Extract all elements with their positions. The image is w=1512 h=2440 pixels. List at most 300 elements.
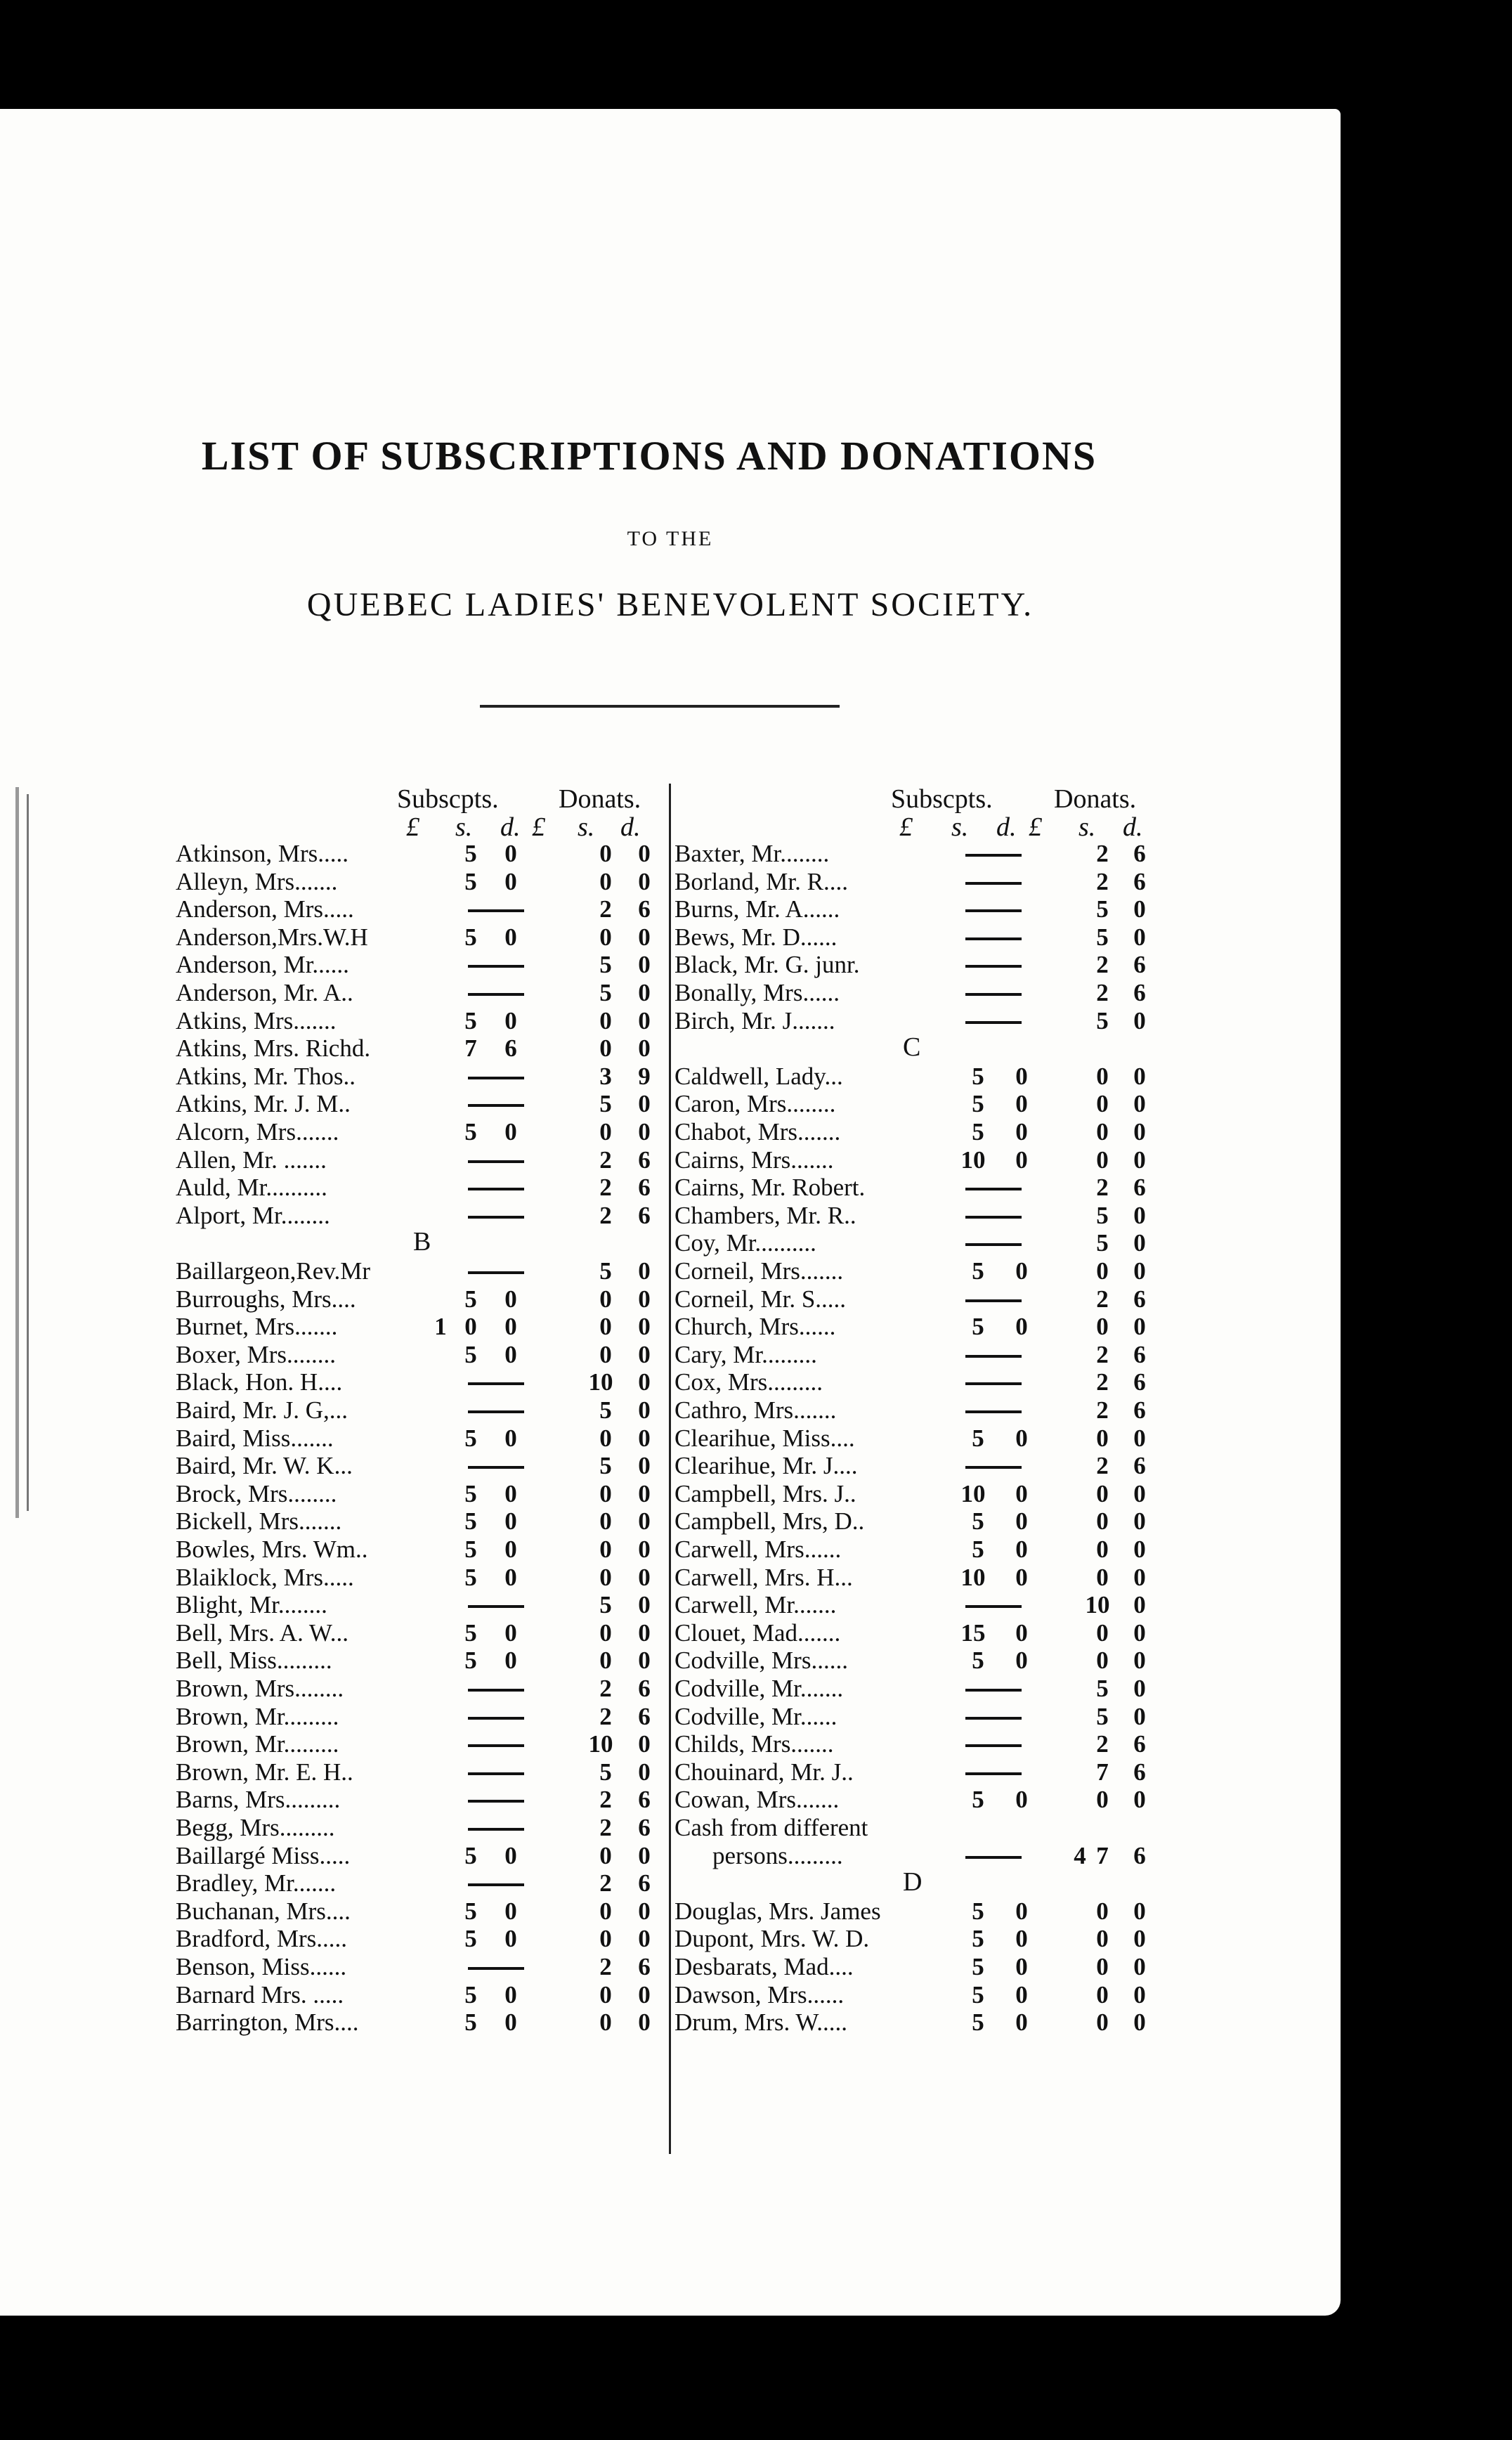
subscriber-name: Bickell, Mrs....... xyxy=(176,1507,342,1536)
subscriber-name: Bowles, Mrs. Wm.. xyxy=(176,1536,368,1563)
list-row xyxy=(674,1897,1166,1926)
donation-shillings: 2 xyxy=(599,1675,612,1702)
document-page xyxy=(0,109,1341,2316)
list-row xyxy=(674,1202,1166,1230)
list-row xyxy=(176,979,667,1007)
subscriber-name: Buchanan, Mrs.... xyxy=(176,1897,351,1925)
donation-pence: 0 xyxy=(638,1841,651,1869)
list-row xyxy=(176,840,667,868)
list-row xyxy=(176,1396,667,1425)
subscriber-name: Barnard Mrs. ..... xyxy=(176,1980,344,2009)
donation-pence: 6 xyxy=(1133,1730,1146,1758)
nil-dash xyxy=(965,937,1022,940)
list-row xyxy=(176,1118,667,1146)
subscription-pence: 0 xyxy=(504,1479,517,1507)
donation-pence: 6 xyxy=(638,1869,651,1897)
donation-pence: 6 xyxy=(1133,840,1146,867)
list-row xyxy=(176,1007,667,1035)
donation-shillings: 0 xyxy=(1096,1925,1109,1953)
subscriber-name: Codville, Mr....... xyxy=(674,1675,844,1702)
subscription-shillings: 5 xyxy=(464,923,477,951)
subscriber-name: Corneil, Mrs....... xyxy=(674,1257,844,1285)
donation-pence: 0 xyxy=(1133,1507,1146,1536)
subscription-pence: 0 xyxy=(504,1563,517,1591)
donation-shillings: 0 xyxy=(1096,1257,1109,1285)
list-row xyxy=(674,1425,1166,1453)
donation-pence: 0 xyxy=(638,1313,651,1341)
nil-dash xyxy=(965,1689,1022,1692)
subscription-pence: 0 xyxy=(1015,1925,1028,1953)
donation-pence: 0 xyxy=(638,979,651,1006)
donation-shillings: 0 xyxy=(1096,1897,1109,1925)
subscription-pence: 0 xyxy=(504,1285,517,1313)
donation-pence: 0 xyxy=(638,1285,651,1313)
donation-shillings: 2 xyxy=(1096,951,1109,979)
list-row xyxy=(674,1619,1166,1647)
subscription-pence: 0 xyxy=(504,840,517,867)
donation-shillings: 5 xyxy=(599,1758,612,1786)
list-row xyxy=(674,1341,1166,1369)
nil-dash xyxy=(965,1216,1022,1219)
list-row xyxy=(176,1480,667,1508)
donation-shillings: 5 xyxy=(1096,1229,1109,1257)
subscriber-name: Campbell, Mrs, D.. xyxy=(674,1507,865,1536)
donation-pence: 0 xyxy=(1133,1006,1146,1034)
donation-pence: 0 xyxy=(638,951,651,979)
subscription-shillings: 5 xyxy=(464,2009,477,2037)
donation-pence: 0 xyxy=(1133,1647,1146,1675)
subscription-pence: 0 xyxy=(504,1647,517,1675)
list-row xyxy=(176,1368,667,1396)
subscription-shillings: 5 xyxy=(464,840,477,867)
nil-dash xyxy=(468,1382,524,1385)
donation-shillings: 0 xyxy=(1096,1980,1109,2009)
subscription-shillings: 10 xyxy=(960,1146,986,1174)
nil-dash xyxy=(965,1188,1022,1190)
donation-pence: 0 xyxy=(638,1257,651,1285)
nil-dash xyxy=(965,1299,1022,1302)
donation-shillings: 5 xyxy=(599,1452,612,1480)
nil-dash xyxy=(468,993,524,996)
subscription-shillings: 5 xyxy=(464,1340,477,1368)
donation-shillings: 0 xyxy=(1096,1424,1109,1452)
donation-shillings: 10 xyxy=(588,1730,613,1758)
list-row xyxy=(674,1229,1166,1257)
nil-dash xyxy=(965,1243,1022,1246)
donation-pence: 6 xyxy=(638,1174,651,1202)
donation-pence: 0 xyxy=(638,1536,651,1563)
donation-shillings: 0 xyxy=(1096,1313,1109,1341)
donation-shillings: 0 xyxy=(599,1563,612,1591)
donation-shillings: 5 xyxy=(599,1257,612,1285)
subscriber-name: Baillargé Miss..... xyxy=(176,1841,351,1869)
donation-pence: 0 xyxy=(1133,1536,1146,1563)
nil-dash xyxy=(965,1382,1022,1385)
subscription-shillings: 5 xyxy=(972,1118,984,1146)
subscription-shillings: 5 xyxy=(464,1424,477,1452)
nil-dash xyxy=(468,1466,524,1469)
section-letter: B xyxy=(413,1227,431,1257)
list-row xyxy=(674,1981,1166,2009)
subscription-shillings: 5 xyxy=(464,1647,477,1675)
nil-dash xyxy=(468,1717,524,1720)
donation-shillings: 5 xyxy=(1096,1675,1109,1702)
subscription-pence: 6 xyxy=(504,1034,517,1063)
donation-pence: 0 xyxy=(1133,1786,1146,1814)
subscriber-name: Church, Mrs...... xyxy=(674,1313,836,1341)
list-row xyxy=(674,1063,1166,1091)
donation-shillings: 0 xyxy=(599,1340,612,1368)
subscription-pence: 0 xyxy=(504,867,517,895)
nil-dash xyxy=(468,909,524,912)
donation-shillings: 2 xyxy=(599,1146,612,1174)
donation-pence: 0 xyxy=(1133,1313,1146,1341)
donation-pence: 6 xyxy=(1133,1340,1146,1368)
subscription-shillings: 15 xyxy=(960,1618,986,1647)
list-row xyxy=(176,1564,667,1592)
subscriber-name: Atkins, Mr. J. M.. xyxy=(176,1090,351,1118)
subscription-pence: 0 xyxy=(504,1313,517,1341)
subscriber-name: Begg, Mrs......... xyxy=(176,1814,335,1841)
left-sub-pound: £ xyxy=(406,812,419,842)
list-row xyxy=(176,895,667,923)
donation-pence: 0 xyxy=(638,1368,651,1396)
list-row xyxy=(674,1507,1166,1536)
subscriber-name: Cox, Mrs......... xyxy=(674,1368,823,1396)
subscription-pence: 0 xyxy=(1015,1118,1028,1146)
list-row xyxy=(674,1564,1166,1592)
subscriber-name: Drum, Mrs. W..... xyxy=(674,2009,847,2037)
donation-shillings: 0 xyxy=(599,1285,612,1313)
donation-pence: 6 xyxy=(1133,1758,1146,1786)
subscription-pence: 0 xyxy=(1015,1897,1028,1925)
right-sub-pound: £ xyxy=(899,812,913,842)
donation-pence: 0 xyxy=(1133,1257,1146,1285)
nil-dash xyxy=(965,1744,1022,1747)
list-row xyxy=(674,895,1166,923)
subscriber-name: Clearihue, Mr. J.... xyxy=(674,1452,858,1480)
subscription-pence: 0 xyxy=(1015,2009,1028,2037)
left-don-shilling: s. xyxy=(578,812,595,842)
subscriber-name: persons......... xyxy=(712,1841,843,1869)
subscription-shillings: 5 xyxy=(972,1090,984,1118)
subscription-shillings: 5 xyxy=(972,2009,984,2037)
subscription-shillings: 5 xyxy=(464,1618,477,1647)
left-subscripts-header: Subscpts. xyxy=(397,784,499,814)
subscriber-name: Auld, Mr.......... xyxy=(176,1174,327,1202)
left-don-pence: d. xyxy=(620,812,641,842)
list-row xyxy=(674,868,1166,896)
subscriber-name: Carwell, Mr....... xyxy=(674,1591,837,1619)
subscriber-name: Brown, Mr......... xyxy=(176,1730,339,1758)
subscriber-name: Desbarats, Mad.... xyxy=(674,1953,854,1980)
list-row xyxy=(176,2009,667,2037)
donation-shillings: 2 xyxy=(599,1201,612,1229)
subscriber-name: Alleyn, Mrs....... xyxy=(176,867,338,895)
subscription-pence: 0 xyxy=(1015,1146,1028,1174)
subscriber-name: Bell, Mrs. A. W... xyxy=(176,1618,349,1647)
list-row xyxy=(674,1118,1166,1146)
donation-pence: 0 xyxy=(1133,1090,1146,1118)
subscriber-name: Brown, Mrs........ xyxy=(176,1675,344,1702)
subscriber-name: Anderson, Mrs..... xyxy=(176,895,354,923)
subscription-pence: 0 xyxy=(504,923,517,951)
nil-dash xyxy=(965,965,1022,968)
nil-dash xyxy=(468,1744,524,1747)
list-row xyxy=(674,1758,1166,1786)
subscriber-name: Chouinard, Mr. J.. xyxy=(674,1758,854,1786)
donation-shillings: 0 xyxy=(1096,1953,1109,1980)
subscription-pence: 0 xyxy=(504,1507,517,1536)
subscriber-name: Black, Hon. H.... xyxy=(176,1368,343,1396)
list-row xyxy=(176,1869,667,1897)
donation-shillings: 3 xyxy=(599,1062,612,1090)
list-row xyxy=(674,979,1166,1007)
donation-shillings: 2 xyxy=(1096,1730,1109,1758)
list-row xyxy=(176,1146,667,1174)
subscriber-name: Black, Mr. G. junr. xyxy=(674,951,860,979)
nil-dash xyxy=(468,1800,524,1803)
donation-shillings: 2 xyxy=(1096,867,1109,895)
donation-shillings: 0 xyxy=(1096,2009,1109,2037)
list-row xyxy=(176,1174,667,1202)
subscription-pence: 0 xyxy=(504,1424,517,1452)
donation-shillings: 5 xyxy=(1096,1702,1109,1730)
subscription-shillings: 5 xyxy=(464,1285,477,1313)
donation-shillings: 5 xyxy=(599,1396,612,1424)
list-row xyxy=(674,2009,1166,2037)
subscriber-name: Bonally, Mrs...... xyxy=(674,979,840,1006)
subscriber-name: Anderson, Mr...... xyxy=(176,951,349,979)
subscriber-name: Baird, Mr. W. K... xyxy=(176,1452,353,1480)
left-don-pound: £ xyxy=(532,812,545,842)
subscriber-name: Atkinson, Mrs..... xyxy=(176,840,348,867)
subscriber-name: Borland, Mr. R.... xyxy=(674,867,848,895)
donation-pence: 0 xyxy=(1133,1146,1146,1174)
nil-dash xyxy=(965,1772,1022,1775)
list-row xyxy=(674,923,1166,952)
subscription-shillings: 10 xyxy=(960,1479,986,1507)
nil-dash xyxy=(468,1216,524,1219)
list-row xyxy=(674,1480,1166,1508)
subscriber-name: Allen, Mr. ....... xyxy=(176,1146,327,1174)
donation-pence: 0 xyxy=(638,840,651,867)
subscriber-name: Codville, Mr...... xyxy=(674,1702,838,1730)
subscription-pence: 0 xyxy=(1015,1424,1028,1452)
list-row xyxy=(176,1675,667,1703)
list-row xyxy=(176,1897,667,1926)
list-row xyxy=(176,1814,667,1842)
subscriber-name: Blaiklock, Mrs..... xyxy=(176,1563,354,1591)
list-row xyxy=(176,1647,667,1675)
donation-pence: 0 xyxy=(1133,1118,1146,1146)
donation-shillings: 0 xyxy=(1096,1786,1109,1814)
donation-shillings: 0 xyxy=(599,1424,612,1452)
donation-shillings: 2 xyxy=(1096,840,1109,867)
subscription-shillings: 5 xyxy=(464,1841,477,1869)
donation-pence: 0 xyxy=(1133,1229,1146,1257)
list-row xyxy=(674,1285,1166,1313)
list-row xyxy=(176,1425,667,1453)
subscription-shillings: 5 xyxy=(464,1925,477,1953)
section-letter: D xyxy=(903,1867,923,1897)
list-row xyxy=(176,1536,667,1564)
list-row xyxy=(674,1396,1166,1425)
nil-dash xyxy=(468,1271,524,1274)
right-don-pence: d. xyxy=(1123,812,1143,842)
subscription-pence: 0 xyxy=(1015,1953,1028,1980)
subscriber-name: Cash from different xyxy=(674,1814,868,1841)
subscription-shillings: 5 xyxy=(464,1507,477,1536)
subscriber-name: Baxter, Mr........ xyxy=(674,840,830,867)
subscriber-name: Barrington, Mrs.... xyxy=(176,2009,359,2037)
donation-pence: 0 xyxy=(638,1340,651,1368)
list-row xyxy=(674,1925,1166,1953)
donation-shillings: 0 xyxy=(1096,1647,1109,1675)
donation-shillings: 0 xyxy=(599,923,612,951)
nil-dash xyxy=(468,965,524,968)
subscriber-name: Birch, Mr. J....... xyxy=(674,1006,835,1034)
list-row xyxy=(176,923,667,952)
subscription-pence: 0 xyxy=(1015,1257,1028,1285)
donation-shillings: 0 xyxy=(1096,1507,1109,1536)
scan-edge-mark xyxy=(15,787,19,1518)
donation-shillings: 0 xyxy=(599,1507,612,1536)
donation-pence: 6 xyxy=(638,1786,651,1814)
donation-shillings: 10 xyxy=(1085,1591,1110,1619)
donation-shillings: 7 xyxy=(1096,1758,1109,1786)
donation-pence: 0 xyxy=(638,1479,651,1507)
list-row xyxy=(674,1452,1166,1480)
donation-pence: 0 xyxy=(638,1006,651,1034)
subscription-pence: 0 xyxy=(504,2009,517,2037)
list-row xyxy=(674,1703,1166,1731)
subscription-shillings: 5 xyxy=(464,1980,477,2009)
nil-dash xyxy=(468,1772,524,1775)
donation-shillings: 0 xyxy=(599,1647,612,1675)
donation-pence: 6 xyxy=(638,1675,651,1702)
subscription-shillings: 5 xyxy=(464,1118,477,1146)
donation-shillings: 5 xyxy=(1096,1006,1109,1034)
donation-pence: 0 xyxy=(1133,1980,1146,2009)
donation-pence: 6 xyxy=(638,1702,651,1730)
donation-pence: 0 xyxy=(1133,1618,1146,1647)
subscriber-name: Cowan, Mrs....... xyxy=(674,1786,840,1814)
subscription-shillings: 7 xyxy=(464,1034,477,1063)
subscription-shillings: 5 xyxy=(972,1953,984,1980)
donation-pence: 0 xyxy=(1133,1897,1146,1925)
list-row xyxy=(674,1814,1166,1842)
donation-pence: 6 xyxy=(1133,1396,1146,1424)
donation-shillings: 7 xyxy=(1096,1841,1109,1869)
donation-shillings: 2 xyxy=(599,1814,612,1841)
subscriber-name: Douglas, Mrs. James xyxy=(674,1897,881,1925)
list-row xyxy=(674,1146,1166,1174)
left-sub-shilling: s. xyxy=(455,812,473,842)
nil-dash xyxy=(468,1883,524,1886)
list-row xyxy=(176,1981,667,2009)
nil-dash xyxy=(468,1967,524,1970)
subscription-pence: 0 xyxy=(1015,1980,1028,2009)
donation-shillings: 0 xyxy=(599,1925,612,1953)
donation-shillings: 0 xyxy=(599,1118,612,1146)
donation-pence: 0 xyxy=(638,1897,651,1925)
nil-dash xyxy=(468,1689,524,1692)
donation-shillings: 2 xyxy=(599,1953,612,1980)
subscription-pence: 0 xyxy=(1015,1313,1028,1341)
donation-pence: 0 xyxy=(638,1507,651,1536)
donation-shillings: 2 xyxy=(1096,1368,1109,1396)
list-row xyxy=(176,1730,667,1758)
subscriber-name: Baird, Mr. J. G,... xyxy=(176,1396,348,1424)
donation-shillings: 2 xyxy=(1096,1174,1109,1202)
donation-shillings: 0 xyxy=(599,1897,612,1925)
donation-shillings: 5 xyxy=(599,979,612,1006)
list-row xyxy=(674,1536,1166,1564)
donation-pence: 0 xyxy=(638,1424,651,1452)
subscription-shillings: 5 xyxy=(464,1006,477,1034)
donation-shillings: 2 xyxy=(1096,1340,1109,1368)
subscriber-name: Burns, Mr. A...... xyxy=(674,895,840,923)
donation-pence: 0 xyxy=(1133,895,1146,923)
list-row xyxy=(674,951,1166,979)
subscription-pence: 0 xyxy=(504,1340,517,1368)
donation-shillings: 0 xyxy=(1096,1479,1109,1507)
donation-pence: 0 xyxy=(638,1452,651,1480)
subscriber-name: Caron, Mrs........ xyxy=(674,1090,836,1118)
subscriber-name: Campbell, Mrs. J.. xyxy=(674,1479,856,1507)
donation-shillings: 5 xyxy=(1096,923,1109,951)
donation-shillings: 2 xyxy=(599,895,612,923)
subscription-pence: 0 xyxy=(504,1841,517,1869)
subscriber-name: Burnet, Mrs....... xyxy=(176,1313,338,1341)
donation-shillings: 0 xyxy=(599,840,612,867)
donation-pence: 0 xyxy=(1133,1702,1146,1730)
list-row xyxy=(176,1758,667,1786)
donation-shillings: 0 xyxy=(1096,1618,1109,1647)
list-row xyxy=(176,1313,667,1341)
list-row xyxy=(674,1313,1166,1341)
subscriber-name: Alport, Mr........ xyxy=(176,1201,330,1229)
subscriber-name: Burroughs, Mrs.... xyxy=(176,1285,356,1313)
list-row xyxy=(176,1703,667,1731)
subscriber-name: Brown, Mr. E. H.. xyxy=(176,1758,353,1786)
subscription-pence: 0 xyxy=(1015,1507,1028,1536)
donation-pence: 0 xyxy=(638,1730,651,1758)
donation-shillings: 0 xyxy=(599,1479,612,1507)
subscriber-name: Clouet, Mad....... xyxy=(674,1618,841,1647)
list-row xyxy=(176,1619,667,1647)
subscription-shillings: 5 xyxy=(464,1897,477,1925)
subscription-pence: 0 xyxy=(504,1925,517,1953)
donation-pence: 6 xyxy=(638,1814,651,1841)
donation-shillings: 0 xyxy=(599,1006,612,1034)
donation-pence: 0 xyxy=(638,1396,651,1424)
subscriber-name: Bradford, Mrs..... xyxy=(176,1925,347,1953)
list-row xyxy=(674,1368,1166,1396)
donation-pence: 6 xyxy=(1133,951,1146,979)
scan-edge-mark xyxy=(27,794,29,1511)
nil-dash xyxy=(468,1077,524,1079)
list-row xyxy=(176,1953,667,1981)
subscriber-name: Cary, Mr......... xyxy=(674,1340,817,1368)
list-row xyxy=(176,1507,667,1536)
donation-shillings: 0 xyxy=(599,1034,612,1063)
donation-shillings: 0 xyxy=(599,867,612,895)
subscription-shillings: 5 xyxy=(972,1536,984,1563)
nil-dash xyxy=(468,1188,524,1190)
donation-shillings: 5 xyxy=(599,1591,612,1619)
